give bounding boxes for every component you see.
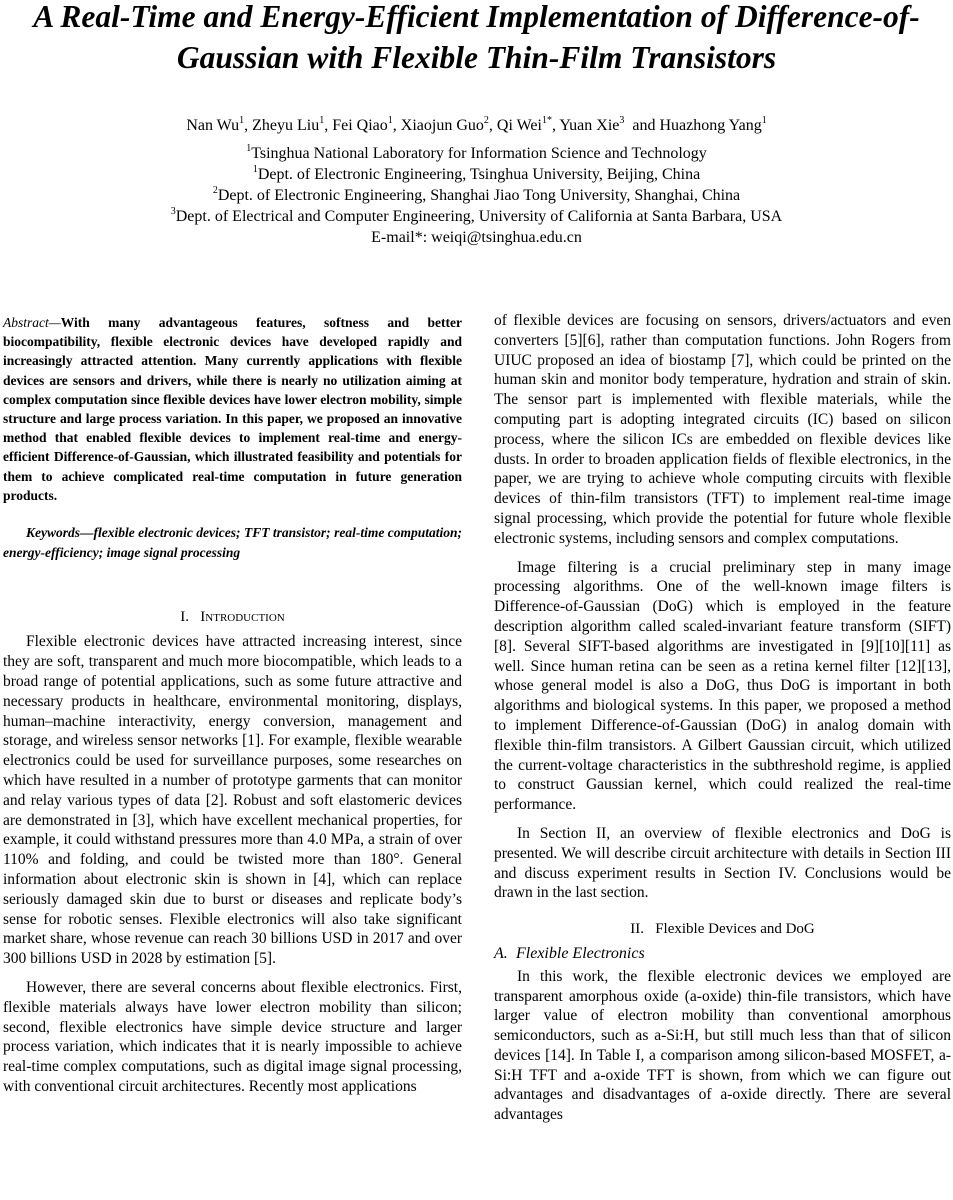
keywords: Keywords—flexible electronic devices; TFT transistor; real-time computation; energy-efficiency; image signal processing bbox=[3, 525, 462, 560]
author: Xiaojun Guo$^2$ bbox=[400, 115, 489, 134]
section-heading-flexible-devices: II. Flexible Devices and DoG bbox=[630, 921, 815, 938]
author-connector: and bbox=[632, 117, 656, 134]
paragraph: However, there are several concerns about flexible electronics. First, flexible materials always have lower electron mobility than silicon; second, flexible electronics have simple device structure and larger process variation, which indicates that it is nearly impossible to achieve real-time complex computations, such as digital image signal processing, with conventional circuit architectures. Recently most applications bbox=[3, 978, 462, 1095]
author: Qi Wei$^{1*}$ bbox=[496, 115, 552, 134]
subsection-heading: A. Flexible Electronics bbox=[494, 944, 645, 962]
author-list: Nan Wu$^1$, Zheyu Liu$^1$, Fei Qiao$^1$, Xiaojun Guo$^2$, Qi Wei$^{1*}$, Yuan Xie$^3$ and Huazhong Yang$^1$ bbox=[186, 115, 767, 134]
left-column bbox=[3, 311, 462, 1097]
affiliation: $^1$Tsinghua National Laboratory for Information Science and Technology bbox=[246, 143, 707, 162]
author: Yuan Xie$^3$ bbox=[559, 115, 625, 134]
affiliations bbox=[0, 143, 953, 248]
section-heading-introduction: I. Introduction bbox=[180, 608, 285, 625]
author: Nan Wu$^1$ bbox=[186, 115, 245, 134]
affiliation: $^2$Dept. of Electronic Engineering, Shanghai Jiao Tong University, Shanghai, China bbox=[212, 185, 741, 204]
author: Fei Qiao$^1$ bbox=[332, 115, 393, 134]
paragraph: Image filtering is a crucial preliminary step in many image processing algorithms. One of the well-known image filters is Difference-of-Gaussian (DoG) which is employed in the feature description algorithm called scaled-invariant feature transform (SIFT) [8]. Several SIFT-based algorithms are investigated in [9][10][11] as well. Since human retina can be seen as a retina kernel filter [12][13], whose general model is also a DoG, thus DoG is important in both algorithms and biological systems. In this paper, we proposed a method to implement Difference-of-Gaussian (DoG) in analog domain with flexible thin-film transistors. A Gilbert Gaussian circuit, which utilized the current-voltage characteristics in the subthreshold regime, is applied to construct Gaussian kernel, which could realized the real-time performance. bbox=[494, 558, 951, 814]
abstract: Abstract—With many advantageous features, softness and better biocompatibility, flexible electronic devices have developed rapidly and increasingly attracted attention. Many currently applications with flexible devices are sensors and drivers, while there is nearly no utilization aiming at complex computation since flexible devices have lower electron mobility, simple structure and large process variation. In this paper, we proposed an innovative method that enabled flexible devices to implement real-time and energy-efficient Difference-of-Gaussian, which illustrated feasibility and potentials for them to achieve complicated real-time computation in future generation products. bbox=[3, 315, 462, 503]
paper-title: A Real-Time and Energy-Efficient Implementation of Difference-of-Gaussian with Flexible Thin-Film Transistors bbox=[33, 0, 920, 75]
paragraph: In this work, the flexible electronic devices we employed are transparent amorphous oxide (a-oxide) thin-file transistors, which have larger value of electron mobility than conventional amorphous semiconductors, such as a-Si:H, but still much less than that of silicon devices [14]. In Table I, a comparison among silicon-based MOSFET, a-Si:H TFT and a-oxide TFT is shown, from which we can figure out advantages and disadvantages of a-oxide directly. There are several advantages bbox=[494, 967, 951, 1124]
paragraph: In Section II, an overview of flexible electronics and DoG is presented. We will describe circuit architecture with details in Section III and discuss experiment results in Section IV. Conclusions would be drawn in the last section. bbox=[494, 824, 951, 902]
right-column bbox=[494, 311, 951, 1125]
email: E-mail*: weiqi@tsinghua.edu.cn bbox=[371, 229, 582, 246]
paragraph-continued: of flexible devices are focusing on sensors, drivers/actuators and even converters [5][6], rather than computation functions. John Rogers from UIUC proposed an idea of biostamp [7], which could be printed on the human skin and monitor body temperature, hydration and strain of skin. The sensor part is implemented with flexible materials, while the computing part is adopting integrated circuits (IC) based on silicon process, where the silicon ICs are embedded on flexible devices like dusts. In order to broaden application fields of flexible electronics, in the paper, we are trying to achieve whole computing circuits with flexible devices of thin-film transistors (TFT) to implement real-time image signal processing, which provide the potential for future whole flexible electronic systems, including sensors and complex computations. bbox=[494, 312, 951, 547]
author: Huazhong Yang$^1$ bbox=[659, 115, 767, 134]
paragraph: Flexible electronic devices have attracted increasing interest, since they are soft, transparent and much more biocompatible, which leads to a broad range of potential applications, such as some future attractive and necessary products in healthcare, environmental monitoring, displays, human–machine interactivity, energy conversion, management and storage, and wireless sensor networks [1]. For example, flexible wearable electronics could be used for surveillance purposes, some researches on which have resulted in a number of prototype garments that can monitor and relay various types of data [2]. Robust and soft elastomeric devices are demonstrated in [3], which have excellent mechanical properties, for example, it could withstand pressures more than 4.0 MPa, a strain of over 110% and folding, and could be twisted more than 180°. General information about electronic skin is shown in [4], which can replace seriously damaged skin due to burst or diseases and replicate body’s sense for robotic senses. Flexible electronics will also take significant market share, whose revenue can reach 30 billions USD in 2017 and over 300 billions USD in 2028 by estimation [5]. bbox=[3, 633, 462, 968]
author: Zheyu Liu$^1$ bbox=[252, 115, 325, 134]
affiliation: $^1$Dept. of Electronic Engineering, Tsinghua University, Beijing, China bbox=[252, 164, 701, 183]
affiliation: $^3$Dept. of Electrical and Computer Engineering, University of California at Santa Barbara, USA bbox=[170, 206, 783, 225]
